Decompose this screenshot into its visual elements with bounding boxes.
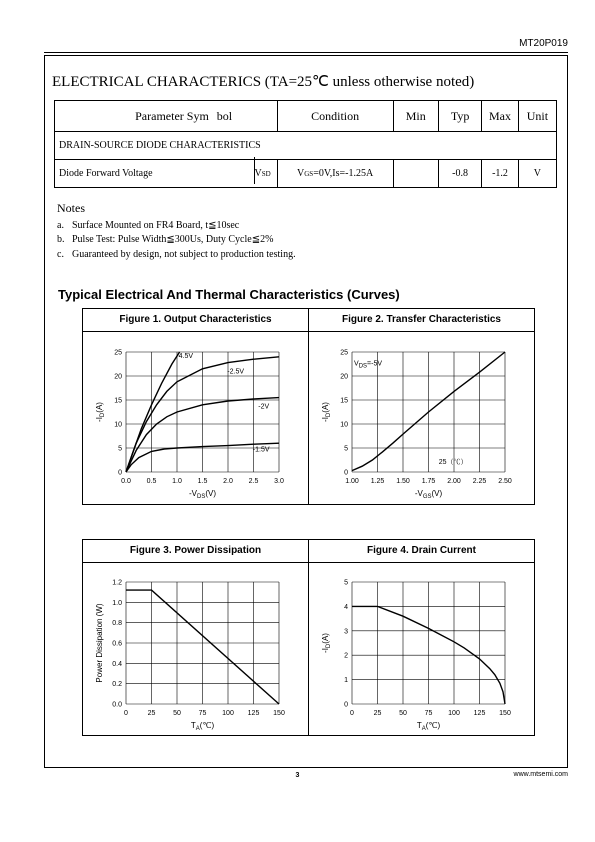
series-label: -2V [258,403,270,411]
x-tick-label: 2.0 [223,478,233,485]
cond-gs: GS [304,170,314,178]
param-name-text: Diode Forward Voltage [59,168,153,179]
x-tick-label: 75 [198,710,207,717]
symbol-main: V [254,168,262,179]
x-tick-label: 125 [473,710,486,717]
note-label: b. [57,234,65,245]
curve-temperature-label: 25（℃） [438,458,468,466]
electrical-title: ELECTRICAL CHARACTERICS (TA=25℃ unless otherwise noted) [52,74,475,90]
table-header-row [55,101,557,132]
figure-4-title: Figure 4. Drain Current [309,540,534,563]
x-tick-label: 25 [373,710,382,717]
y-axis-label: $-I_D(A)$ [321,633,332,653]
param-symbol [255,168,271,179]
figure-2-title: Figure 2. Transfer Characteristics [309,309,534,332]
param-min [393,160,438,188]
y-tick-label: 15 [340,397,348,405]
figure-1-title: Figure 1. Output Characteristics [83,309,308,332]
note-item [57,220,239,231]
y-tick-label: 25 [114,349,122,357]
y-tick-label: 2 [344,652,348,660]
x-tick-label: 100 [448,710,460,717]
x-axis-label: $T_A(℃)$ [190,721,215,732]
x-tick-label: 50 [173,710,181,717]
x-tick-label: 75 [424,710,433,717]
x-tick-label: 1.00 [345,478,359,485]
y-tick-label: 20 [114,373,122,381]
x-axis-label: $-V_{DS}(V)$ [188,489,217,500]
series-label: -4.5V [176,352,194,360]
x-tick-label: 150 [499,710,511,717]
x-tick-label: 1.50 [396,478,410,485]
x-tick-label: 1.25 [370,478,385,485]
x-tick-label: 0.5 [146,478,157,485]
x-tick-label: 1.5 [197,478,208,485]
electrical-table [54,100,557,188]
param-max: -1.2 [482,160,518,188]
y-tick-label: 5 [118,445,122,453]
curves-title: Typical Electrical And Thermal Characteristics (Curves) [58,287,400,302]
x-tick-label: 100 [222,710,234,717]
y-tick-label: 0.2 [112,681,122,689]
y-axis-label: Power Dissipation (W) [95,603,104,683]
section-row [55,132,557,160]
param-name [55,160,278,188]
x-tick-label: 0 [124,710,128,717]
param-unit: V [518,160,556,188]
table-row [55,160,557,188]
y-tick-label: 0.8 [112,620,122,628]
y-tick-label: 0 [344,469,348,477]
y-tick-label: 0.6 [112,640,122,648]
cond-rest: =0V,Is=-1.25A [313,168,374,179]
section-label: DRAIN-SOURCE DIODE CHARACTERISTICS [55,132,557,160]
y-tick-label: 10 [340,421,348,429]
x-tick-label: 2.25 [472,478,487,485]
note-text: Guaranteed by design, not subject to production testing. [72,249,296,260]
header-min: Min [393,101,438,132]
note-label: c. [57,249,64,260]
note-item [57,234,273,245]
header-typ: Typ [438,101,481,132]
note-item [57,249,296,260]
y-tick-label: 1.2 [112,579,122,587]
x-axis-label: $T_A(℃)$ [416,721,441,732]
notes-title: Notes [57,201,85,215]
series-label: -2.5V [227,368,245,376]
y-tick-label: 0 [118,469,122,477]
header-unit: Unit [518,101,556,132]
x-axis-label: $-V_{GS}(V)$ [414,489,443,500]
y-tick-label: 4 [344,603,348,611]
x-tick-label: 2.00 [447,478,461,485]
y-tick-label: 20 [340,373,348,381]
note-label: a. [57,220,64,231]
y-tick-label: 0.4 [112,660,122,668]
x-tick-label: 2.50 [498,478,512,485]
param-condition [277,160,393,188]
x-tick-label: 150 [273,710,285,717]
param-typ: -0.8 [438,160,481,188]
x-tick-label: 125 [247,710,260,717]
y-tick-label: 5 [344,579,348,587]
cond-v: V [297,168,305,179]
x-tick-label: 0.0 [121,478,131,485]
symbol-divider [254,157,255,184]
page-number: 3 [295,772,300,779]
y-axis-label: $-I_D(A)$ [95,402,106,422]
y-tick-label: 10 [114,421,122,429]
y-tick-label: 15 [114,397,122,405]
figure-1-chart [82,330,309,505]
y-tick-label: 1.0 [112,599,122,607]
x-tick-label: 3.0 [274,478,284,485]
x-tick-label: 25 [147,710,156,717]
y-tick-label: 3 [344,628,348,636]
header-rule [44,52,568,53]
x-tick-label: 1.75 [421,478,436,485]
header-condition: Condition [277,101,393,132]
header-max: Max [482,101,518,132]
figure-4-chart [308,561,535,736]
x-tick-label: 50 [399,710,407,717]
figure-2-chart [308,330,535,505]
x-tick-label: 0 [350,710,354,717]
figure-3-title: Figure 3. Power Dissipation [83,540,308,563]
series-label: -1.5V [252,446,270,454]
footer-rule [44,767,568,768]
y-tick-label: 25 [340,349,348,357]
website-link[interactable]: www.mtsemi.com [513,771,568,778]
document-code: MT20P019 [519,38,568,49]
y-tick-label: 5 [344,445,348,453]
y-axis-label: $-I_D(A)$ [321,402,332,422]
header-symbol: bol [213,101,277,132]
y-tick-label: 1 [344,677,348,685]
note-text: Surface Mounted on FR4 Board, t≦10sec [72,220,240,231]
note-text: Pulse Test: Pulse Width≦300Us, Duty Cycle≦2% [72,234,274,245]
figure-3-chart [82,561,309,736]
x-tick-label: 1.0 [172,478,182,485]
vds-annotation: VDS=-5V [354,360,383,370]
symbol-sub: SD [261,170,271,178]
header-parameter: Parameter Sym [55,101,213,132]
y-tick-label: 0 [344,701,348,709]
y-tick-label: 0.0 [112,701,122,709]
x-tick-label: 2.5 [248,478,259,485]
